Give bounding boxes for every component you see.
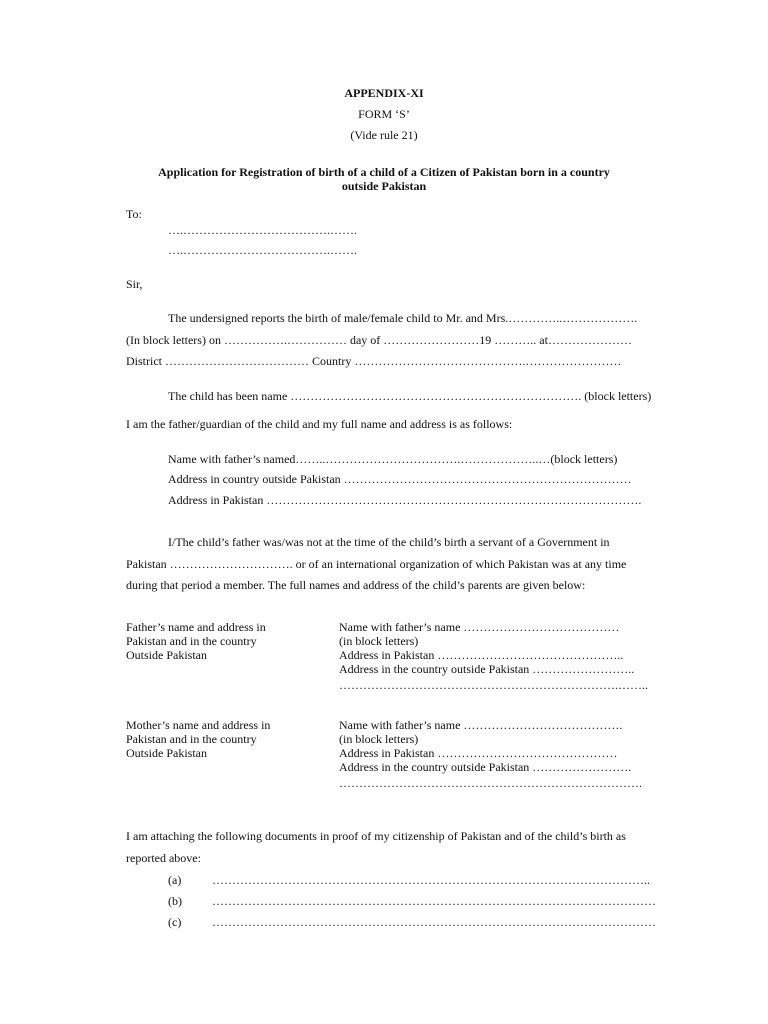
servant-line-2: Pakistan …………………………. or of an international organization of which Pakistan was at any time [126,557,627,571]
guardian-intro: I am the father/guardian of the child and my full name and address is as follows: [126,417,513,431]
rule-reference: (Vide rule 21) [350,128,418,142]
document-line-a: ……………………………………………………………………………………………….. [212,873,650,887]
form-heading: FORM ‘S’ [358,107,410,121]
mother-label-line-2: Pakistan and in the country [126,732,257,746]
guardian-address-pakistan-line: Address in Pakistan …………………………………………………………………………………. [168,493,642,507]
mother-address-abroad-line: Address in the country outside Pakistan ……………………. [339,760,632,774]
addressee-line-1: ….……………………………….……. [168,223,357,237]
father-label-line-2: Pakistan and in the country [126,634,257,648]
form-title-line-2: outside Pakistan [341,179,427,193]
appendix-heading: APPENDIX-XI [344,86,424,100]
document-label-b: (b) [168,894,182,908]
salutation: Sir, [126,277,143,291]
report-line-1: The undersigned reports the birth of male/female child to Mr. and Mrs.…………..………………. [168,311,638,325]
addressee-line-2: ….……………………………….……. [168,243,357,257]
child-name-line: The child has been name ………………………………………………………………. (block letters) [168,389,652,403]
document-label-c: (c) [168,915,182,929]
mother-extra-line: …………………………………………………………………. [339,776,642,790]
document-label-a: (a) [168,873,182,887]
documents-line-1: I am attaching the following documents in proof of my citizenship of Pakistan and of the child’s birth as [126,829,626,843]
father-address-pakistan-line: Address in Pakistan ……………………………………….. [339,648,624,662]
report-line-3: District ……………………………… Country …………………………………….…………………… [126,354,622,368]
document-line-c: ………………………………………………………………………………………………… [212,915,656,929]
document-line-b: ………………………………………………………………………………………………… [212,894,656,908]
documents-line-2: reported above: [126,851,201,865]
report-line-2: (In block letters) on …………….…………… day of ……………………19 ……….. at………………… [126,333,632,347]
mother-block-letters-note: (in block letters) [339,732,419,746]
father-block-letters-note: (in block letters) [339,634,419,648]
father-extra-line: …………………………………………………………….…….. [339,678,648,692]
form-title-line-1: Application for Registration of birth of a child of a Citizen of Pakistan born in a country [158,165,610,179]
to-label: To: [126,207,142,221]
mother-name-line: Name with father’s name …………………………………. [339,718,623,732]
mother-address-pakistan-line: Address in Pakistan ……………………………………… [339,746,618,760]
guardian-address-abroad-line: Address in country outside Pakistan ……………………………………………………………… [168,472,632,486]
mother-label-line-3: Outside Pakistan [126,746,207,760]
mother-label-line-1: Mother’s name and address in [126,718,271,732]
father-name-line: Name with father’s name ………………………………… [339,620,620,634]
father-address-abroad-line: Address in the country outside Pakistan …………………….. [339,662,635,676]
guardian-name-line: Name with father’s named……..…………………………….………………..…(block letters) [168,452,618,466]
father-label-line-3: Outside Pakistan [126,648,207,662]
servant-line-3: during that period a member. The full names and address of the child’s parents are given below: [126,578,586,592]
servant-line-1: I/The child’s father was/was not at the time of the child’s birth a servant of a Government in [168,535,610,549]
father-label-line-1: Father’s name and address in [126,620,266,634]
